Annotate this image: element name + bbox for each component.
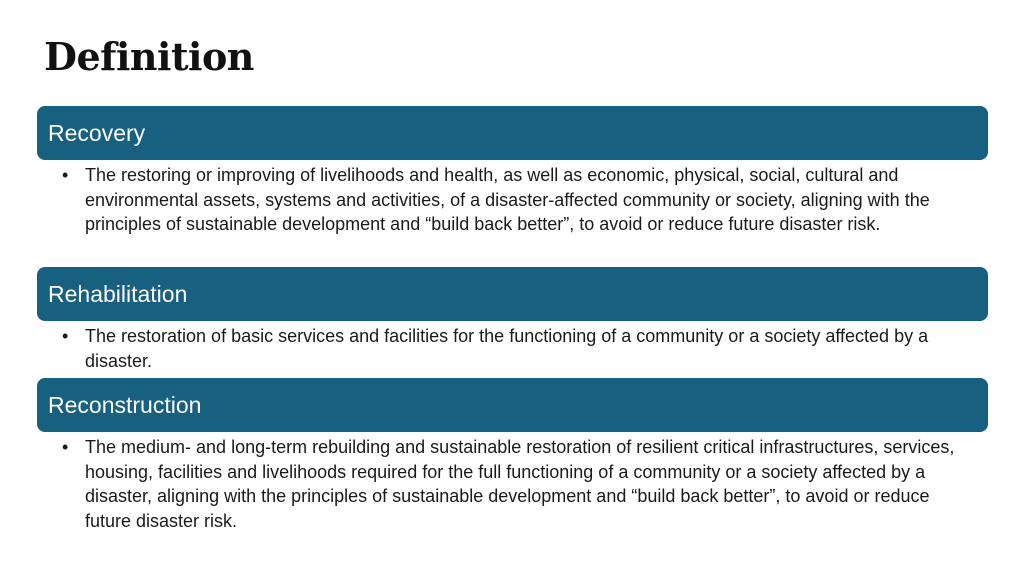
section-body-rehabilitation [62,324,980,373]
section-heading-rehabilitation: Rehabilitation [48,280,188,307]
definition-text-recovery: The restoring or improving of livelihoods and health, as well as economic, physical, social, cultural and environmental assets, systems and activities, of a disaster-affected community or society, aligning with the principles of sustainable development and “build back better”, to avoid or reduce future disaster risk. [85,165,930,234]
slide-title: Definition [44,34,254,79]
definition-text-reconstruction: The medium- and long-term rebuilding and sustainable restoration of resilient critical infrastructures, services, housing, facilities and livelihoods required for the full functioning of a community or a society affected by a disaster, aligning with the principles of sustainable development and “build back better”, to avoid or reduce future disaster risk. [85,437,955,531]
section-heading-reconstruction: Reconstruction [48,391,202,418]
bullet-icon: • [62,165,69,185]
section-body-reconstruction [62,435,980,533]
bullet-icon: • [62,326,69,346]
section-header-recovery [37,106,988,160]
section-body-recovery [62,163,980,237]
definition-text-rehabilitation: The restoration of basic services and facilities for the functioning of a community or a society affected by a disaster. [85,326,929,371]
section-header-rehabilitation [37,267,988,321]
section-header-reconstruction [37,378,988,432]
section-heading-recovery: Recovery [48,119,146,146]
bullet-icon: • [62,437,69,457]
